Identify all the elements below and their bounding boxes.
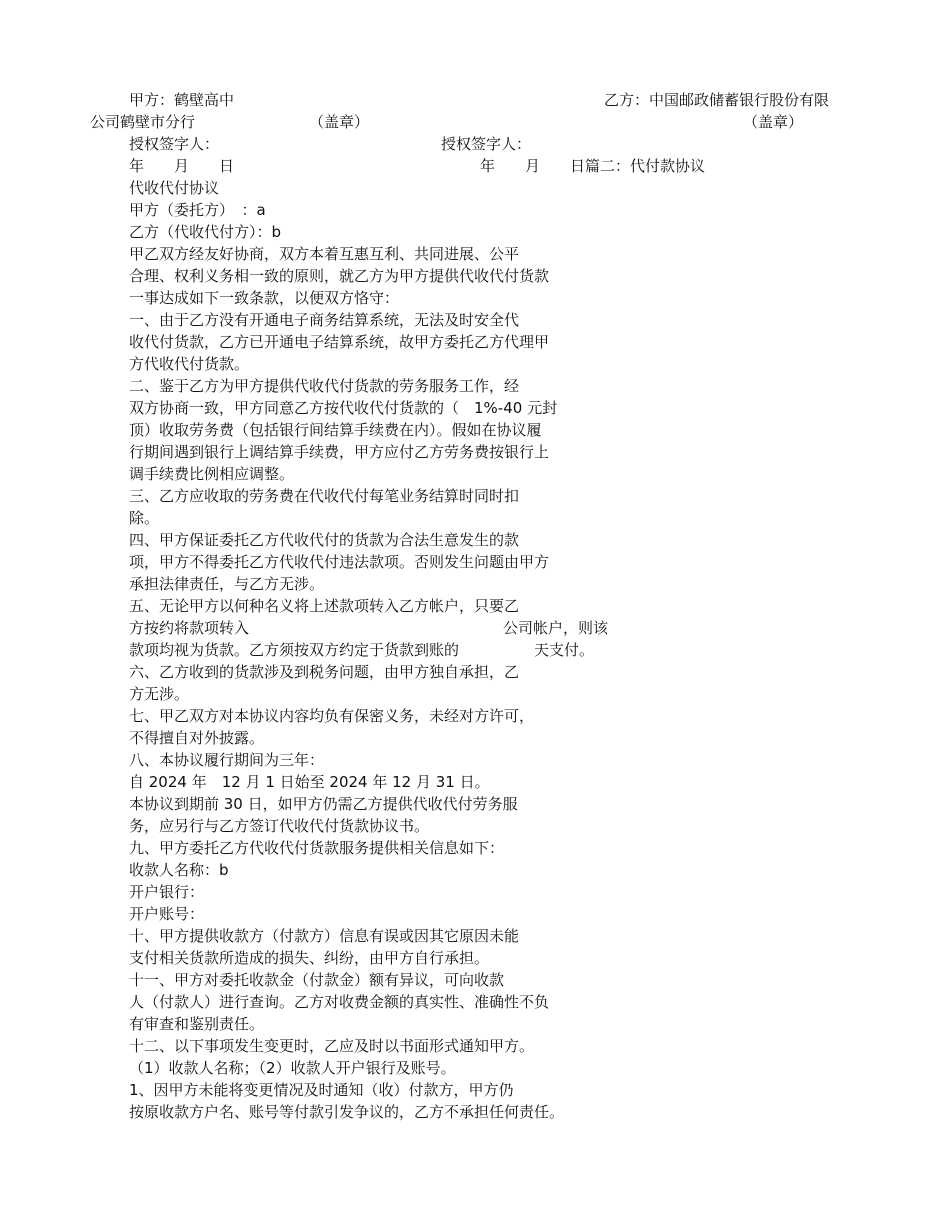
agent-party: 乙方（代收代付方）：b (129, 223, 282, 241)
clause5-part-d: 天支付。 (534, 641, 595, 659)
body-line: 方无涉。 (129, 685, 190, 703)
body-line: 合理、权利义务相一致的原则，就乙方为甲方提供代收代付货款 (129, 267, 550, 285)
body-line: 顶）收取劳务费（包括银行间结算手续费在内）。假如在协议履 (129, 421, 542, 439)
body-line: 调手续费比例相应调整。 (129, 465, 295, 483)
body-line: 十、甲方提供收款方（付款方）信息有误或因其它原因未能 (129, 927, 520, 945)
party-b-date: 年 月 日篇二：代付款协议 (480, 157, 706, 175)
body-line: 本协议到期前 30 日，如甲方仍需乙方提供代收代付劳务服 (129, 795, 518, 813)
party-a-label: 甲方：鹤壁高中 (129, 91, 235, 109)
party-b-seal: （盖章） (743, 113, 804, 131)
party-a-date: 年 月 日 (129, 157, 235, 175)
body-line: 不得擅自对外披露。 (129, 729, 265, 747)
clause5-part-b: 公司帐户，则该 (503, 619, 609, 637)
body-line: 一、由于乙方没有开通电子商务结算系统，无法及时安全代 (129, 311, 520, 329)
body-line: 人（付款人）进行查询。乙方对收费金额的真实性、准确性不负 (129, 993, 550, 1011)
body-line: 双方协商一致，甲方同意乙方按代收代付货款的（ 1%-40 元封 (129, 399, 558, 417)
body-line: 九、甲方委托乙方代收代付货款服务提供相关信息如下： (129, 839, 505, 857)
party-b-label: 乙方：中国邮政储蓄银行股份有限 (604, 91, 830, 109)
body-line: （1）收款人名称；（2）收款人开户银行及账号。 (129, 1059, 456, 1077)
client-party: 甲方（委托方） ：a (129, 201, 266, 219)
party-a-seal: （盖章） (309, 113, 370, 131)
body-line: 六、乙方收到的货款涉及到税务问题，由甲方独自承担，乙 (129, 663, 520, 681)
body-line: 十一、甲方对委托收款金（付款金）额有异议，可向收款 (129, 971, 505, 989)
body-line: 有审查和鉴别责任。 (129, 1015, 265, 1033)
agreement-title: 代收代付协议 (129, 179, 220, 197)
body-line: 甲乙双方经友好协商，双方本着互惠互利、共同进展、公平 (129, 245, 520, 263)
body-line: 四、甲方保证委托乙方代收代付的货款为合法生意发生的款 (129, 531, 520, 549)
body-line: 开户账号： (129, 905, 205, 923)
body-line: 收款人名称：b (129, 861, 229, 879)
body-line: 1、因甲方未能将变更情况及时通知（收）付款方，甲方仍 (129, 1081, 514, 1099)
body-line: 十二、以下事项发生变更时，乙应及时以书面形式通知甲方。 (129, 1037, 535, 1055)
body-line: 自 2024 年 12 月 1 日始至 2024 年 12 月 31 日。 (129, 773, 490, 791)
body-line: 开户银行： (129, 883, 205, 901)
body-line: 项，甲方不得委托乙方代收代付违法款项。否则发生问题由甲方 (129, 553, 550, 571)
body-line: 八、本协议履行期间为三年： (129, 751, 325, 769)
clause5-part-a: 方按约将款项转入 (129, 619, 250, 637)
body-line: 五、无论甲方以何种名义将上述款项转入乙方帐户，只要乙 (129, 597, 520, 615)
body-line: 承担法律责任，与乙方无涉。 (129, 575, 325, 593)
body-line: 务，应另行与乙方签订代收代付货款协议书。 (129, 817, 430, 835)
party-b-signer: 授权签字人： (441, 135, 532, 153)
party-a-signer: 授权签字人： (129, 135, 220, 153)
body-line: 一事达成如下一致条款，以便双方恪守： (129, 289, 400, 307)
party-b-label-continued: 公司鹤壁市分行 (90, 113, 196, 131)
body-line: 除。 (129, 509, 160, 527)
clause5-part-c: 款项均视为货款。乙方须按双方约定于货款到账的 (129, 641, 460, 659)
body-line: 方代收代付货款。 (129, 355, 250, 373)
body-line: 支付相关货款所造成的损失、纠纷，由甲方自行承担。 (129, 949, 490, 967)
body-line: 按原收款方户名、账号等付款引发争议的，乙方不承担任何责任。 (129, 1103, 565, 1121)
body-line: 行期间遇到银行上调结算手续费，甲方应付乙方劳务费按银行上 (129, 443, 550, 461)
body-line: 三、乙方应收取的劳务费在代收代付每笔业务结算时同时扣 (129, 487, 520, 505)
body-line: 七、甲乙双方对本协议内容均负有保密义务，未经对方许可， (129, 707, 535, 725)
body-line: 收代付货款，乙方已开通电子结算系统，故甲方委托乙方代理甲 (129, 333, 550, 351)
body-line: 二、鉴于乙方为甲方提供代收代付货款的劳务服务工作，经 (129, 377, 520, 395)
